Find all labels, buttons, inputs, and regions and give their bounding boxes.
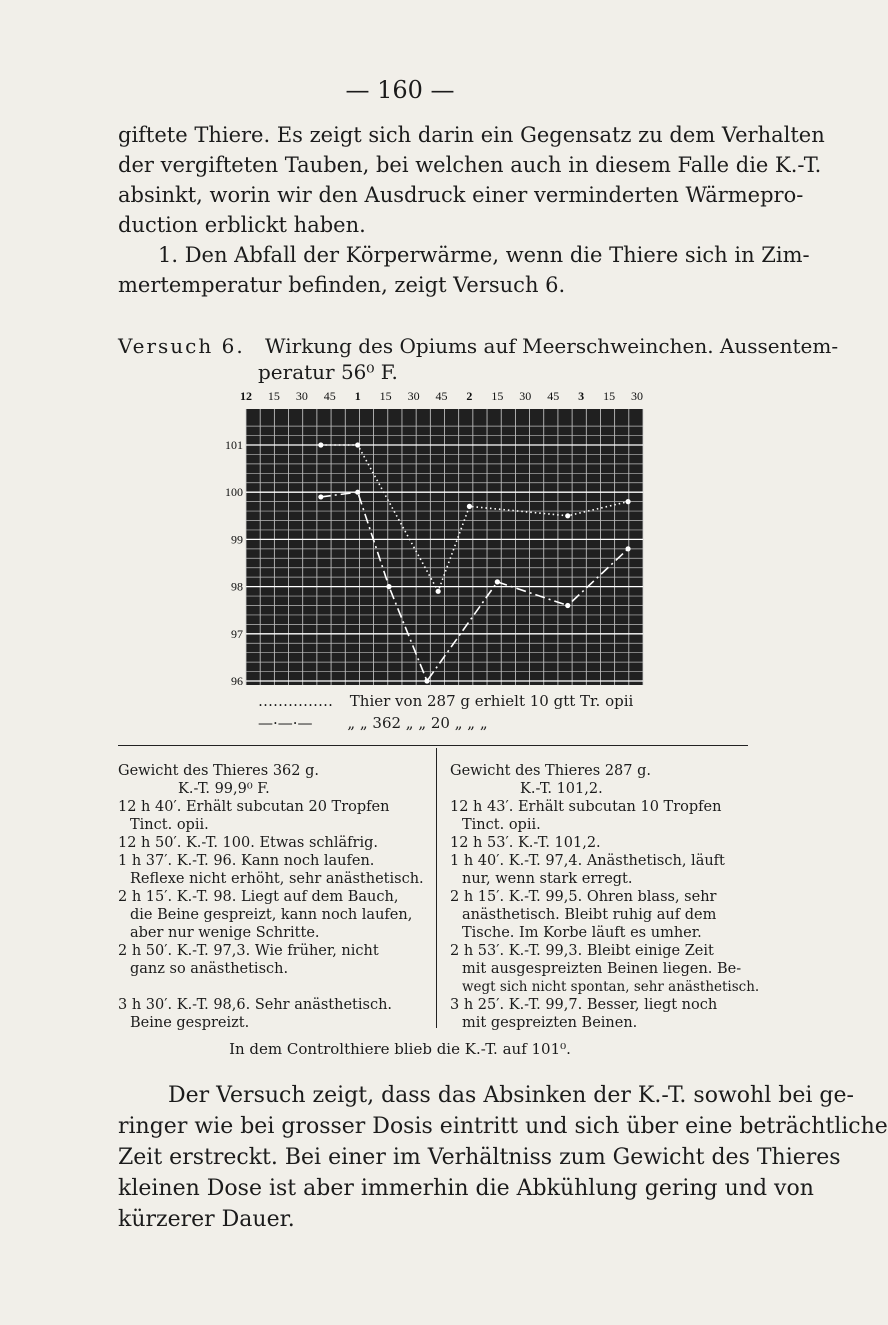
protocol-spacer	[118, 978, 430, 996]
x-tick-label: 45	[323, 389, 336, 403]
protocol-line: Tinct. opii.	[130, 817, 209, 833]
data-point	[386, 584, 391, 589]
table-top-rule	[118, 745, 748, 746]
y-tick-label: 96	[231, 674, 243, 688]
protocol-line: Gewicht des Thieres 362 g.	[118, 763, 319, 779]
text-line: ringer wie bei grosser Dosis eintritt und sich über eine beträchtliche	[118, 1114, 888, 1139]
x-tick-label: 30	[407, 389, 420, 403]
x-tick-label: 3	[578, 389, 585, 403]
protocol-line: die Beine gespreizt, kann noch laufen,	[130, 907, 413, 923]
temperature-chart	[0, 0, 825, 700]
legend-row-1	[258, 692, 633, 710]
x-tick-label: 1	[354, 389, 361, 403]
protocol-line: 2 h 53′. K.-T. 99,3. Bleibt einige Zeit	[450, 943, 714, 959]
legend-row-2	[258, 714, 488, 732]
data-point	[625, 546, 630, 551]
protocol-line: K.-T. 99,9⁰ F.	[178, 781, 270, 797]
x-tick-label: 15	[267, 389, 280, 403]
y-tick-label: 99	[231, 532, 243, 547]
text-line: duction erblickt haben.	[118, 213, 366, 237]
data-point	[355, 442, 360, 447]
right-protocol-column	[450, 762, 760, 1032]
protocol-line: Gewicht des Thieres 287 g.	[450, 763, 651, 779]
protocol-line: Tische. Im Korbe läuft es umher.	[462, 925, 702, 941]
legend-dashdot-sample: —·—·—	[258, 714, 313, 732]
protocol-line: Tinct. opii.	[462, 817, 541, 833]
protocol-line: wegt sich nicht spontan, sehr anästhetisch.	[462, 979, 760, 995]
text-line: 1. Den Abfall der Körperwärme, wenn die Thiere sich in Zim-	[158, 243, 810, 267]
protocol-line: anästhetisch. Bleibt ruhig auf dem	[462, 907, 717, 923]
text-line: absinkt, worin wir den Ausdruck einer verminderten Wärmepro-	[118, 183, 804, 207]
control-note: In dem Controlthiere blieb die K.-T. auf 101⁰.	[229, 1040, 571, 1058]
protocol-line: 12 h 50′. K.-T. 100. Etwas schläfrig.	[118, 835, 378, 851]
data-point	[318, 494, 323, 499]
protocol-line: aber nur wenige Schritte.	[130, 925, 320, 941]
data-point	[355, 490, 360, 495]
protocol-line: 3 h 25′. K.-T. 99,7. Besser, liegt noch	[450, 997, 718, 1013]
protocol-line: 1 h 37′. K.-T. 96. Kann noch laufen.	[118, 853, 375, 869]
protocol-line: nur, wenn stark erregt.	[462, 871, 633, 887]
protocol-line: 2 h 15′. K.-T. 99,5. Ohren blass, sehr	[450, 889, 717, 905]
protocol-line: ganz so anästhetisch.	[130, 961, 289, 977]
legend-dashdot-text: „ „ 362 „ „ 20 „ „ „	[347, 714, 488, 732]
x-tick-label: 30	[295, 389, 308, 403]
protocol-line: 2 h 50′. K.-T. 97,3. Wie früher, nicht	[118, 943, 379, 959]
x-tick-label: 30	[631, 389, 643, 403]
protocol-line: mit gespreizten Beinen.	[462, 1015, 638, 1031]
data-point	[625, 499, 630, 504]
column-divider	[436, 748, 437, 1028]
x-tick-label: 12	[240, 389, 252, 403]
legend-dotted-text: Thier von 287 g erhielt 10 gtt Tr. opii	[349, 692, 634, 710]
data-point	[467, 504, 472, 509]
conclusion-paragraph	[118, 1080, 888, 1235]
x-tick-label: 15	[491, 389, 504, 403]
data-point	[318, 442, 323, 447]
text-line: kürzerer Dauer.	[118, 1207, 295, 1232]
protocol-line: Beine gespreizt.	[130, 1015, 250, 1031]
y-tick-label: 101	[225, 438, 243, 452]
x-tick-label: 45	[435, 389, 448, 403]
x-tick-label: 30	[519, 389, 532, 403]
y-tick-label: 100	[225, 485, 243, 500]
data-point	[436, 589, 441, 594]
protocol-line: K.-T. 101,2.	[520, 781, 603, 797]
protocol-line: 2 h 15′. K.-T. 98. Liegt auf dem Bauch,	[118, 889, 399, 905]
x-tick-label: 15	[379, 389, 392, 403]
data-point	[424, 678, 429, 683]
protocol-line: 3 h 30′. K.-T. 98,6. Sehr anästhetisch.	[118, 997, 393, 1013]
text-line: Der Versuch zeigt, dass das Absinken der K.-T. sowohl bei ge-	[168, 1083, 854, 1108]
caption-text-2: peratur 56⁰ F.	[258, 360, 398, 384]
data-point	[495, 579, 500, 584]
left-protocol-column	[118, 762, 430, 1032]
x-tick-label: 15	[603, 389, 616, 403]
caption-label: Versuch 6.	[118, 334, 245, 358]
y-tick-label: 98	[231, 579, 243, 594]
x-tick-label: 45	[547, 389, 560, 403]
protocol-line: Reflexe nicht erhöht, sehr anästhetisch.	[130, 871, 424, 887]
legend-dotted-sample: ……………	[258, 692, 333, 710]
protocol-line: 12 h 40′. Erhält subcutan 20 Tropfen	[118, 799, 390, 815]
x-tick-label: 2	[466, 389, 473, 403]
text-line: der vergifteten Tauben, bei welchen auch in diesem Falle die K.-T.	[118, 153, 822, 177]
text-line: giftete Thiere. Es zeigt sich darin ein Gegensatz zu dem Verhalten	[118, 123, 825, 147]
protocol-line: 1 h 40′. K.-T. 97,4. Anästhetisch, läuft	[450, 853, 725, 869]
page-number: — 160 —	[345, 76, 455, 104]
data-point	[565, 603, 570, 608]
text-line: mertemperatur befinden, zeigt Versuch 6.	[118, 273, 566, 297]
caption-text: Wirkung des Opiums auf Meerschweinchen. Aussentem-	[265, 334, 839, 358]
protocol-line: mit ausgespreizten Beinen liegen. Be-	[462, 961, 742, 977]
protocol-line: 12 h 53′. K.-T. 101,2.	[450, 835, 601, 851]
text-line: kleinen Dose ist aber immerhin die Abkühlung gering und von	[118, 1176, 814, 1201]
data-point	[565, 513, 570, 518]
y-tick-label: 97	[231, 626, 243, 641]
text-line: Zeit erstreckt. Bei einer im Verhältniss zum Gewicht des Thieres	[118, 1145, 841, 1170]
protocol-line: 12 h 43′. Erhält subcutan 10 Tropfen	[450, 799, 722, 815]
